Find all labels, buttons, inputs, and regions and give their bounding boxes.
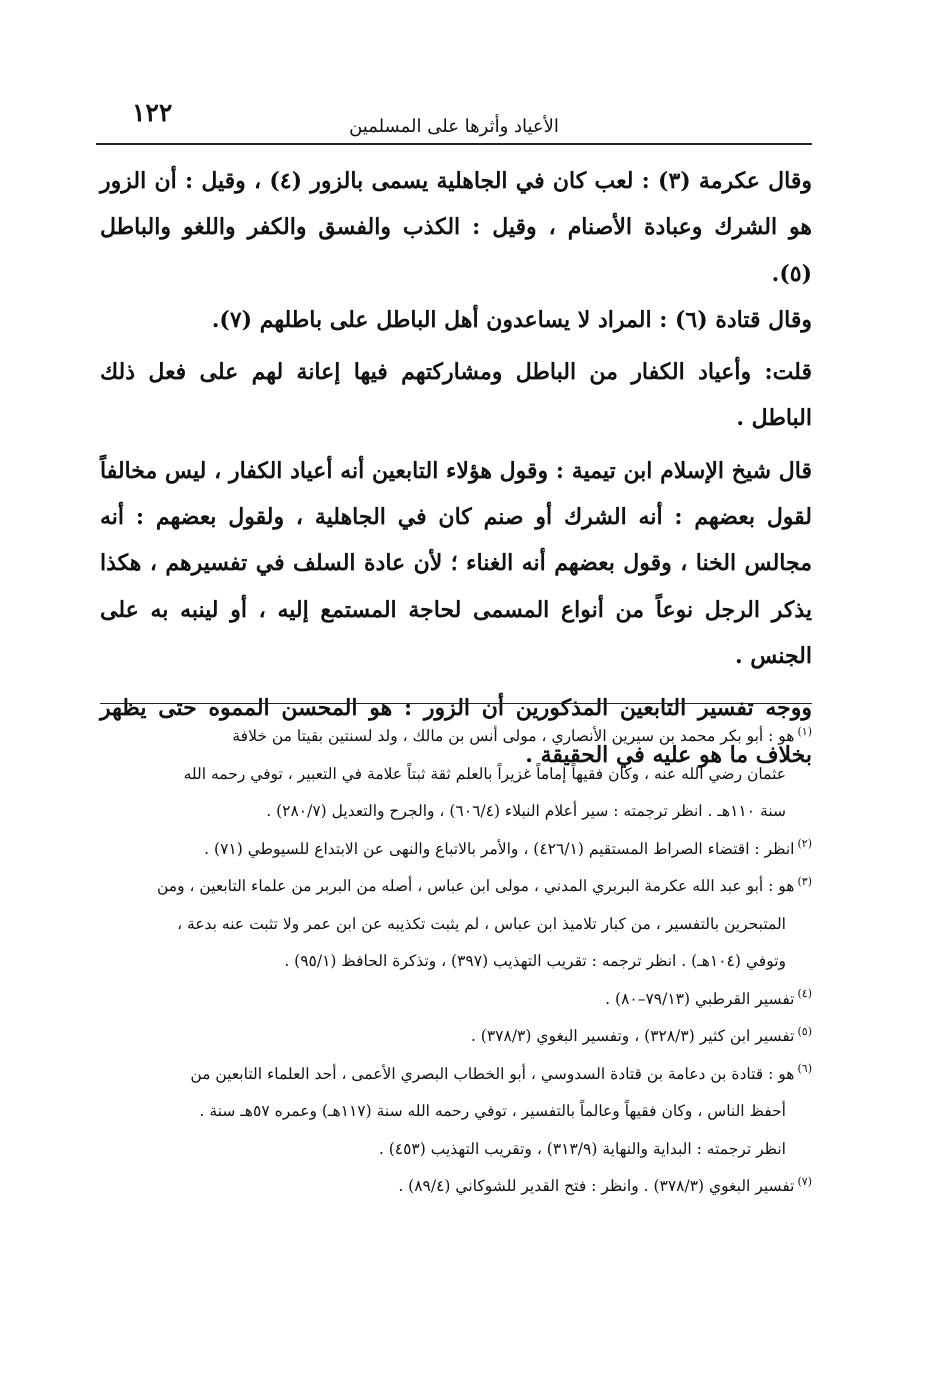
footnote-marker: (٤) [797, 987, 812, 1001]
main-text [100, 158, 812, 778]
paragraph: وقال قتادة (٦) : المراد لا يساعدون أهل الباطل على باطلهم (٧). [211, 306, 812, 333]
footnote-line: سنة ١١٠هـ . انظر ترجمته : سير أعلام النبلاء (٦٠٦/٤) ، والجرح والتعديل (٢٨٠/٧) . [266, 802, 786, 820]
footnote-line: $^{(٥)}$تفسير ابن كثير (٣٢٨/٣) ، وتفسير البغوي (٣٧٨/٣) . [470, 1024, 812, 1045]
footnotes [100, 718, 812, 1206]
footnote-marker: (٧) [797, 1174, 812, 1188]
footnote-marker: (٦) [797, 1062, 812, 1076]
footnote-line: $^{(٧)}$تفسير البغوي (٣٧٨/٣) . وانظر : فتح القدير للشوكاني (٨٩/٤) . [398, 1174, 812, 1195]
footnote-line: $^{(٤)}$تفسير القرطبي (٧٩/١٣–٨٠) . [605, 987, 812, 1008]
footnote-line: $^{(٢)}$انظر : اقتضاء الصراط المستقيم (٤٢٦/١) ، والأمر بالاتباع والنهى عن الابتداع للسيوطي (٧١) . [204, 837, 812, 858]
paragraph: قلت: وأعياد الكفار من الباطل ومشاركتهم فيها إعانة لهم على فعل ذلك الباطل . [100, 359, 812, 432]
footnote-line: انظر ترجمته : البداية والنهاية (٣١٣/٩) ، وتقريب التهذيب (٤٥٣) . [378, 1139, 786, 1158]
footnote-line: وتوفي (١٠٤هـ) . انظر ترجمه : تقريب التهذيب (٣٩٧) ، وتذكرة الحافظ (٩٥/١) . [284, 952, 786, 970]
paragraph: وقال عكرمة (٣) : لعب كان في الجاهلية يسمى بالزور (٤) ، وقيل : أن الزور هو الشرك وعبادة الأصنام ، وقيل : الكذب والفسق والكفر واللغو والباطل (٥). [100, 168, 812, 287]
footnote-line: $^{(١)}$هو : أبو بكر محمد بن سيرين الأنصاري ، مولى أنس بن مالك ، ولد لسنتين بقيتا من خلافة [232, 724, 812, 745]
footnote-marker: (١) [797, 724, 812, 738]
footnote-line: المتبحرين بالتفسير ، من كبار تلاميذ ابن عباس ، لم يثبت تكذيبه عن ابن عمر ولا تثبت عنه بدعة ، [177, 914, 786, 933]
footnote-marker: (٢) [797, 837, 812, 851]
paragraph: ووجه تفسير التابعين المذكورين أن الزور : هو المحسن المموه حتى يظهر بخلاف ما هو عليه في الحقيقة . [100, 695, 812, 768]
footnote-line: أحفظ الناس ، وكان فقيهاً وعالماً بالتفسير ، توفي رحمه الله سنة (١١٧هـ) وعمره ٥٧هـ سنة . [199, 1102, 786, 1120]
header-rule [96, 143, 812, 145]
footnote-line: $^{(٦)}$هو : قتادة بن دعامة بن قتادة السدوسي ، أبو الخطاب البصري الأعمى ، أحد العلماء التابعين من [190, 1062, 812, 1083]
page-number: ١٢٢ [132, 98, 173, 127]
footnote-line: عثمان رضي الله عنه ، وكان فقيهاً إماماً غزيراً بالعلم ثقة ثبتاً علامة في التعبير ، توفي رحمه الله [183, 764, 786, 783]
footnote-line: $^{(٣)}$هو : أبو عبد الله عكرمة البربري المدني ، مولى ابن عباس ، أصله من البربر من علماء التابعين ، ومن [156, 874, 812, 895]
footnote-marker: (٣) [797, 874, 812, 888]
footnote-separator [100, 703, 812, 704]
paragraph: قال شيخ الإسلام ابن تيمية : وقول هؤلاء التابعين أنه أعياد الكفار ، ليس مخالفاً لقول بعضهم : أنه الشرك أو صنم كان في الجاهلية ، ولقول بعضهم : أنه مجالس الخنا ، وقول بعضهم أنه الغناء ؛ لأن عادة السلف في تفسيرهم ، هكذا يذكر الرجل نوعاً من أنواع المسمى لحاجة المستمع إليه ، أو لينبه به على الجنس . [100, 457, 812, 669]
running-title: الأعياد وأثرها على المسلمين [349, 116, 559, 137]
page-header [96, 96, 812, 146]
footnote-marker: (٥) [797, 1024, 812, 1038]
